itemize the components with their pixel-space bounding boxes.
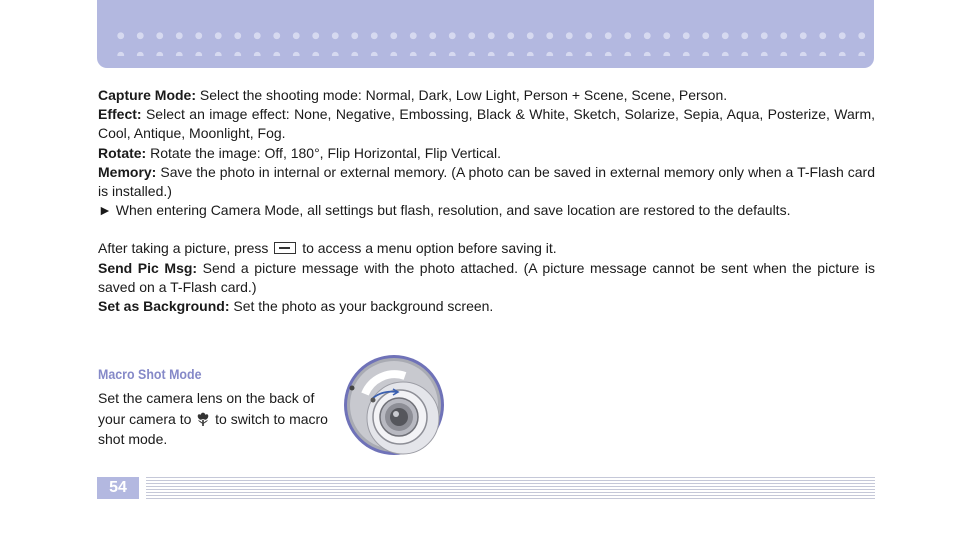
rotate-text: Rotate the image: Off, 180°, Flip Horizontal, Flip Vertical. xyxy=(146,144,501,161)
rotate-paragraph xyxy=(98,144,875,163)
camera-lens-illustration xyxy=(343,354,445,456)
document-body xyxy=(98,86,875,316)
paragraph-gap xyxy=(98,220,875,239)
rotate-label: Rotate: xyxy=(98,144,147,161)
capture-mode-text: Select the shooting mode: Normal, Dark, Low Light, Person + Scene, Scene, Person. xyxy=(196,87,728,103)
set-background-paragraph xyxy=(98,297,875,316)
memory-label: Memory: xyxy=(98,163,157,180)
page-number-tab xyxy=(97,477,139,499)
set-background-label: Set as Background: xyxy=(98,298,230,315)
send-pic-label: Send Pic Msg: xyxy=(98,259,198,276)
memory-paragraph xyxy=(98,163,875,201)
menu-softkey-icon xyxy=(274,242,296,254)
memory-text: Save the photo in internal or external memory. (A photo can be saved in external memory only when a T-Flash card is installed.) xyxy=(98,163,875,200)
effect-text: Select an image effect: None, Negative, Embossing, Black & White, Sketch, Solarize, Sepia, Aqua, Posterize, Warm, Cool, Antique, Moonlight, Fog. xyxy=(98,106,875,142)
footer-rule-lines xyxy=(146,477,875,499)
after-picture-paragraph xyxy=(98,239,875,258)
macro-section-title: Macro Shot Mode xyxy=(98,367,202,382)
set-background-text: Set the photo as your background screen. xyxy=(229,298,494,315)
capture-mode-label: Capture Mode: xyxy=(98,87,196,103)
macro-text-before: Set the camera lens on the back of your camera to xyxy=(98,390,315,427)
effect-paragraph xyxy=(98,105,875,143)
send-pic-paragraph xyxy=(98,259,875,297)
after-picture-text-before: After taking a picture, press xyxy=(98,240,273,257)
capture-mode-paragraph xyxy=(98,86,875,105)
header-dot-pattern xyxy=(111,26,871,56)
macro-text-after: to switch to macro shot mode. xyxy=(98,410,328,447)
header-band xyxy=(97,0,874,68)
flower-macro-icon xyxy=(195,411,211,427)
macro-section-text xyxy=(98,388,338,450)
page-number: 54 xyxy=(109,479,127,496)
after-picture-text-after: to access a menu option before saving it. xyxy=(298,240,557,257)
send-pic-text: Send a picture message with the photo attached. (A picture message cannot be sent when the picture is saved on a T-Flash card.) xyxy=(98,259,876,295)
defaults-note: ► When entering Camera Mode, all settings but flash, resolution, and save location are restored to the defaults. xyxy=(98,202,791,219)
effect-label: Effect: xyxy=(98,106,142,123)
